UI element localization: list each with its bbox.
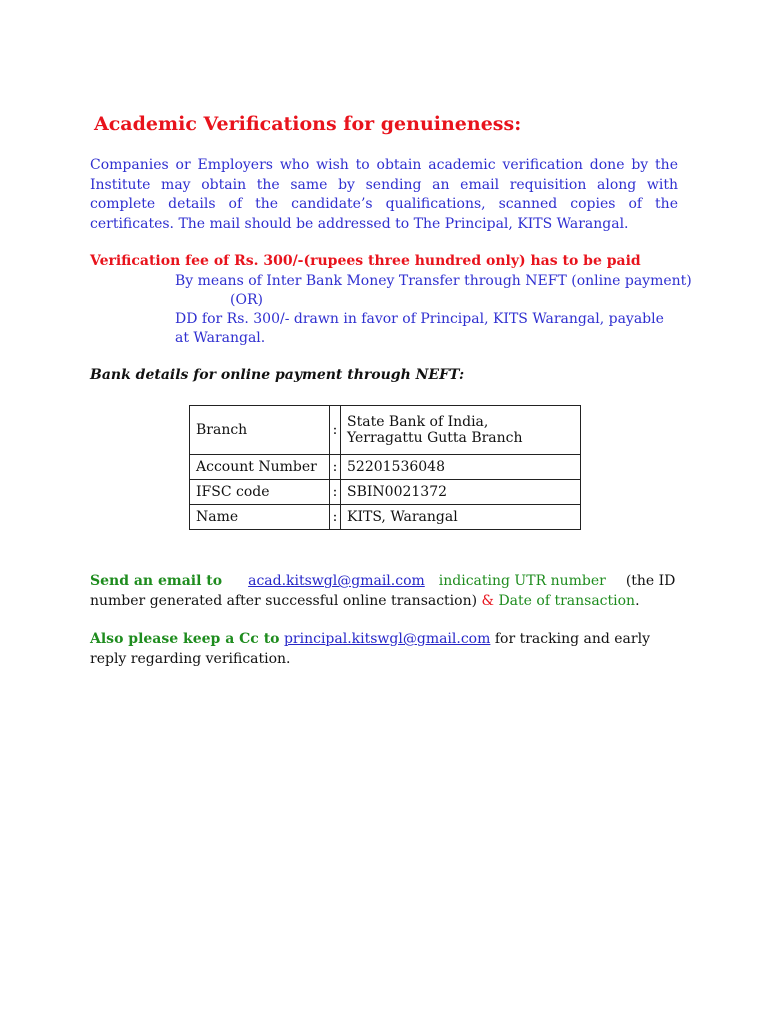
table-row bbox=[190, 480, 581, 505]
bank-details-heading: Bank details for online payment through NEFT: bbox=[90, 367, 465, 383]
utr-note: indicating UTR number bbox=[438, 573, 606, 589]
cc-rest: for tracking and early reply regarding verification. bbox=[90, 631, 650, 667]
bank-value-account: 52201536048 bbox=[341, 455, 581, 480]
period: . bbox=[635, 593, 640, 609]
payment-option-neft: By means of Inter Bank Money Transfer through NEFT (online payment) bbox=[175, 273, 692, 289]
principal-email-link[interactable]: principal.kitswgl@gmail.com bbox=[283, 631, 491, 647]
bank-label-branch: Branch bbox=[190, 406, 330, 455]
bank-label-name: Name bbox=[190, 505, 330, 530]
payment-option-dd-line2: at Warangal. bbox=[175, 330, 266, 346]
date-of-transaction: Date of transaction bbox=[498, 593, 636, 609]
bank-label-ifsc: IFSC code bbox=[190, 480, 330, 505]
cc-instructions bbox=[90, 629, 690, 669]
page-title: Academic Verifications for genuineness: bbox=[94, 113, 522, 135]
bank-value-name: KITS, Warangal bbox=[341, 505, 581, 530]
payment-option-dd-line1: DD for Rs. 300/- drawn in favor of Principal, KITS Warangal, payable bbox=[175, 311, 664, 327]
payment-or-separator: (OR) bbox=[230, 292, 263, 308]
bank-details-table bbox=[189, 405, 581, 530]
email-lead: Send an email to bbox=[90, 573, 223, 589]
acad-email-link[interactable]: acad.kitswgl@gmail.com bbox=[248, 573, 425, 589]
colon-separator: : bbox=[330, 455, 341, 480]
bank-label-account: Account Number bbox=[190, 455, 330, 480]
payment-options bbox=[175, 272, 692, 348]
fee-statement: Verification fee of Rs. 300/-(rupees three hundred only) has to be paid bbox=[90, 253, 641, 269]
table-row bbox=[190, 406, 581, 455]
intro-paragraph: Companies or Employers who wish to obtain academic verification done by the Institute may obtain the same by sending an email requisition along with complete details of the candidate’s qualifications, scanned copies of the certificates. The mail should be addressed to The Principal, KITS Warangal. bbox=[90, 157, 678, 232]
utr-explanation: (the ID number generated after successful online transaction) bbox=[90, 573, 676, 609]
table-row bbox=[190, 455, 581, 480]
ampersand: & bbox=[481, 593, 494, 609]
branch-line2: Yerragattu Gutta Branch bbox=[347, 430, 523, 446]
colon-separator: : bbox=[330, 505, 341, 530]
email-instructions bbox=[90, 571, 690, 611]
colon-separator: : bbox=[330, 480, 341, 505]
bank-value-branch bbox=[341, 406, 581, 455]
cc-lead: Also please keep a Cc to bbox=[90, 631, 280, 647]
branch-line1: State Bank of India, bbox=[347, 414, 489, 430]
colon-separator: : bbox=[330, 406, 341, 455]
table-row bbox=[190, 505, 581, 530]
bank-value-ifsc: SBIN0021372 bbox=[341, 480, 581, 505]
